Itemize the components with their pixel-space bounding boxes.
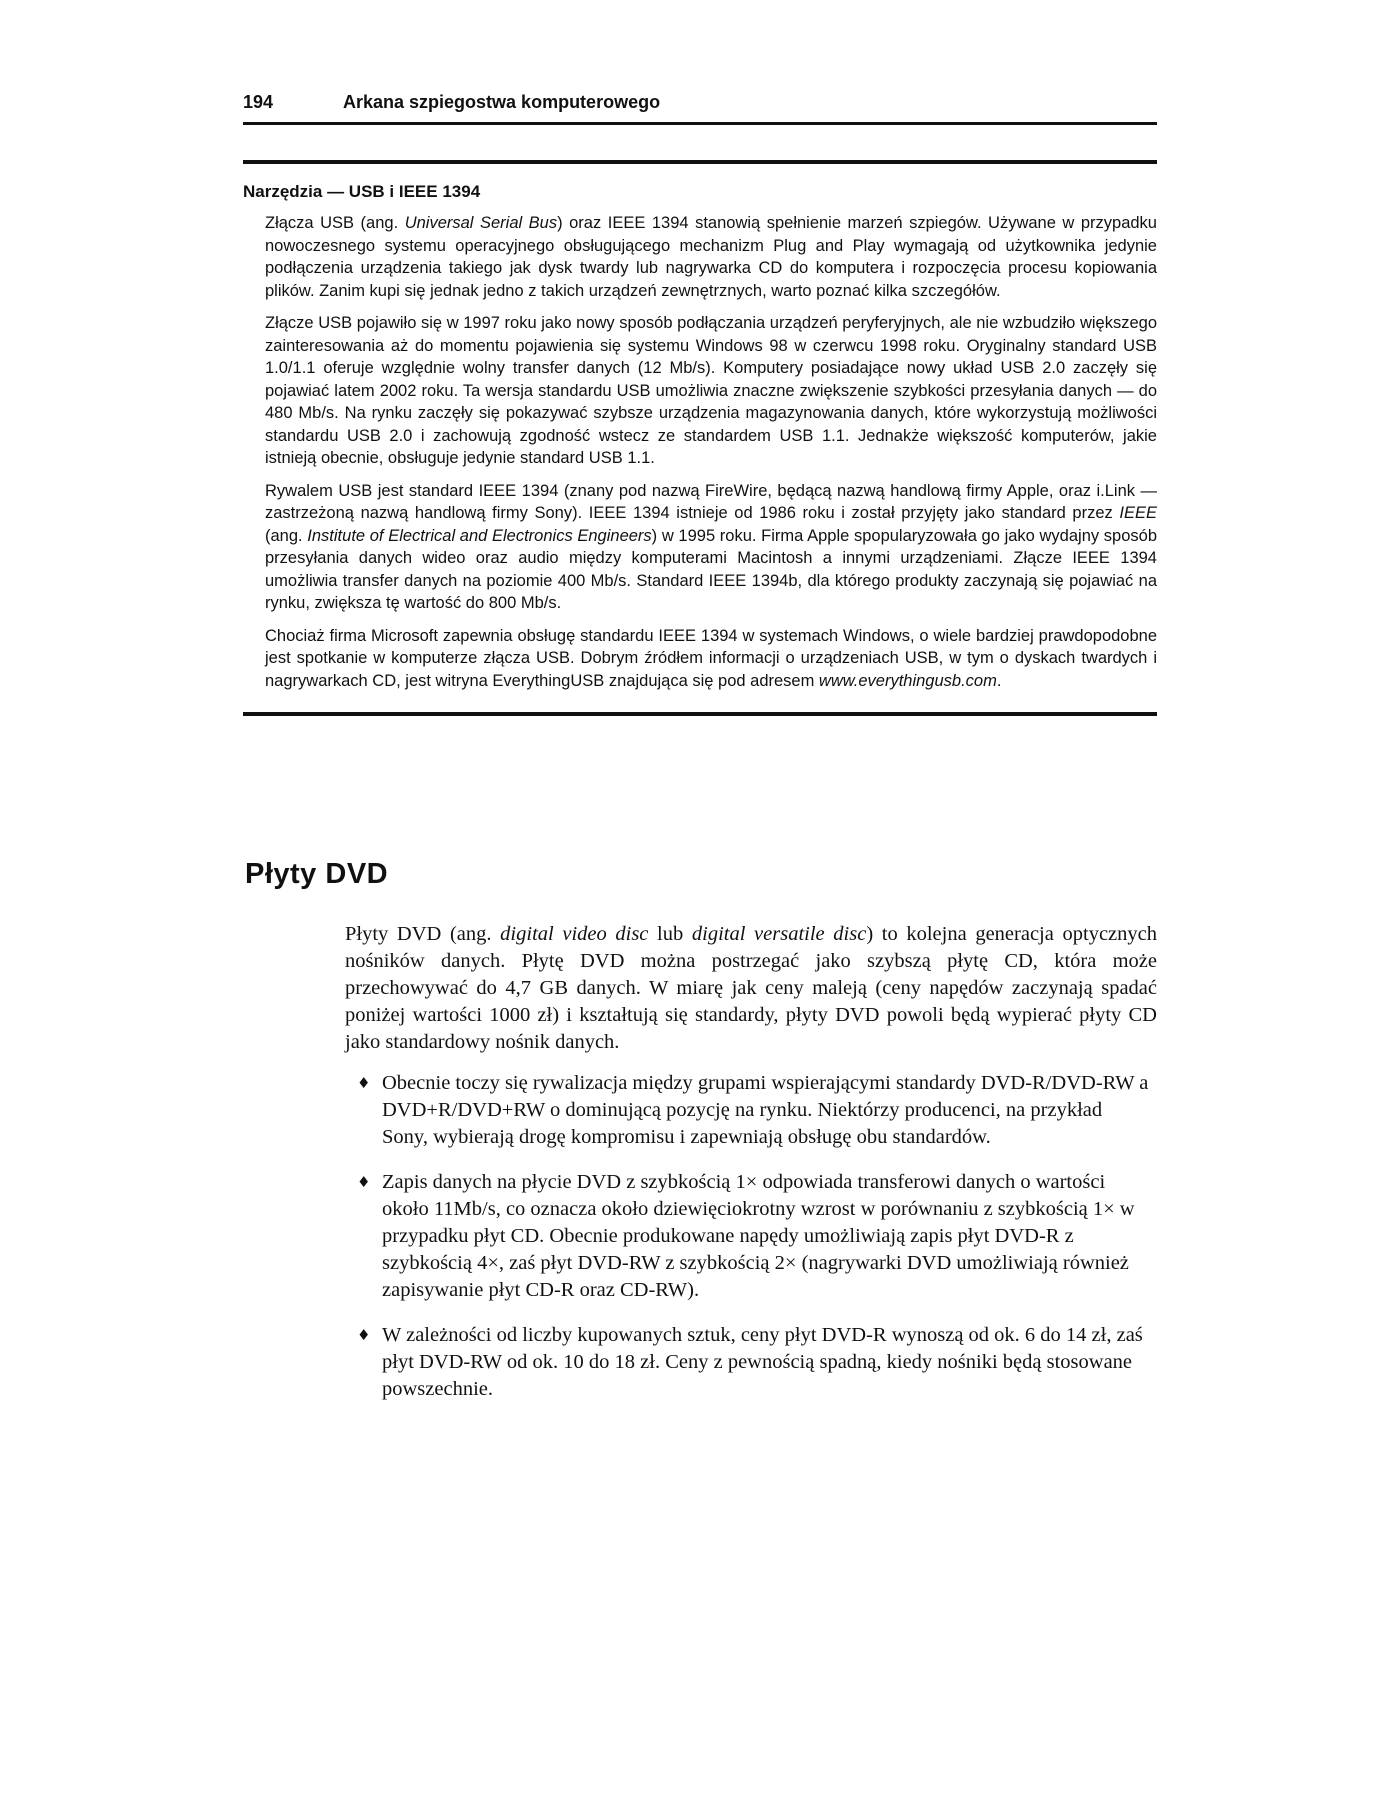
text-run: (ang. — [265, 526, 308, 545]
diamond-bullet-icon: ♦ — [357, 1074, 371, 1092]
emphasis-term: IEEE — [1119, 504, 1157, 522]
text-run: ) w 1995 roku. Firma Apple spopularyzowała go jako wydajny sposób przesyłania danych wideo oraz audio między komputerami Macintosh a innymi urządzeniami. Złącze IEEE 1394 umożliwia transfer danych na poziomie 400 Mb/s. Standard IEEE 1394b, dla którego produkty zaczynają się pojawiać na rynku, zwiększa tę wartość do 800 Mb/s. — [265, 526, 1158, 612]
text-run: . — [996, 671, 1002, 690]
page-number: 194 — [243, 92, 274, 112]
text-run: ) to kolejna generacja optycznych nośników danych. Płytę DVD można postrzegać jako szybszą płytę CD, która może przechowywać do 4,7 GB danych. W miarę jak ceny maleją (ceny napędów zaczynają spadać poniżej wartości 1000 zł) i kształtują się standardy, płyty DVD powoli będą wypierać płyty CD jako standardowy nośnik danych. — [345, 923, 1157, 1053]
section-heading: Płyty DVD — [245, 858, 389, 890]
text-run: ) oraz IEEE 1394 stanowią spełnienie marzeń szpiegów. Używane w przypadku nowoczesnego systemu operacyjnego obsługującego mechanizm Plug and Play wymagają od użytkownika jedynie podłączenia urządzenia takiego jak dysk twardy lub nagrywarka CD do komputera i rozpoczęcia procesu kopiowania plików. Zanim kupi się jednak jedno z takich urządzeń zewnętrznych, warto poznać kilka szczegółów. — [265, 214, 1157, 300]
emphasis-term: Institute of Electrical and Electronics Engineers — [307, 526, 652, 545]
intro-paragraph — [345, 921, 1157, 1056]
text-run: Płyty DVD (ang. — [345, 923, 501, 945]
diamond-bullet-icon: ♦ — [357, 1326, 371, 1344]
sidebar-paragraph-2: Złącze USB pojawiło się w 1997 roku jako nowy sposób podłączania urządzeń peryferyjnych, ale nie wzbudziło większego zainteresowania aż do momentu pojawienia się systemu Windows 98 w czerwcu 1998 roku. Oryginalny standard USB 1.0/1.1 oferuje względnie wolny transfer danych (12 Mb/s). Komputery posiadające nowy układ USB 2.0 zaczęły się pojawiać latem 2002 roku. Ta wersja standardu USB umożliwia znaczne zwiększenie szybkości przesyłania danych — do 480 Mb/s. Na rynku zaczęły się pokazywać szybsze urządzenia magazynowania danych, które wykorzystują możliwości standardu USB 2.0 i zachowują zgodność wstecz ze standardem USB 1.1. Jednakże większość komputerów, jakie istnieją obecnie, obsługuje jedynie standard USB 1.1. — [265, 314, 1157, 467]
emphasis-term: Universal Serial Bus — [404, 214, 558, 232]
running-header — [243, 90, 1157, 125]
sidebar-body — [265, 212, 1157, 692]
book-title: Arkana szpiegostwa komputerowego — [343, 92, 661, 112]
text-run: lub — [648, 923, 692, 945]
sidebar-paragraph-3 — [265, 480, 1157, 615]
list-item — [345, 1322, 1152, 1403]
list-item-text: Zapis danych na płycie DVD z szybkością 1× odpowiada transferowi danych o wartości około 11Mb/s, co oznacza około dziewięciokrotny wzrost w porównaniu z szybkością 1× w przypadku płyt CD. Obecnie produkowane napędy umożliwiają zapis płyt DVD-R z szybkością 4×, zaś płyt DVD-RW z szybkością 2× (nagrywarki DVD umożliwiają również zapisywanie płyt CD-R oraz CD-RW). — [382, 1171, 1135, 1301]
emphasis-term: digital video disc — [500, 923, 649, 945]
sidebar-box — [243, 160, 1157, 716]
text-run: Złącza USB (ang. — [265, 214, 405, 232]
sidebar-paragraph-1 — [265, 212, 1157, 302]
diamond-bullet-icon: ♦ — [357, 1173, 371, 1191]
bullet-list — [345, 1070, 1157, 1403]
list-item-text: Obecnie toczy się rywalizacja między grupami wspierającymi standardy DVD-R/DVD-RW a DVD+R/DVD+RW o dominującą pozycję na rynku. Niektórzy producenci, na przykład Sony, wybierają drogę kompromisu i zapewniają obsługę obu standardów. — [382, 1072, 1149, 1148]
emphasis-term: digital versatile disc — [691, 923, 867, 945]
sidebar-title: Narzędzia — USB i IEEE 1394 — [243, 182, 481, 201]
section-body — [345, 921, 1157, 1421]
website-link: www.everythingusb.com — [818, 671, 997, 690]
list-item — [345, 1070, 1152, 1151]
sidebar-paragraph-4 — [265, 625, 1157, 693]
list-item-text: W zależności od liczby kupowanych sztuk, ceny płyt DVD-R wynoszą od ok. 6 do 14 zł, zaś płyt DVD-RW od ok. 10 do 18 zł. Ceny z pewnością spadną, kiedy nośniki będą stosowane powszechnie. — [382, 1324, 1143, 1400]
list-item — [345, 1169, 1152, 1304]
text-run: Chociaż firma Microsoft zapewnia obsługę standardu IEEE 1394 w systemach Windows, o wiele bardziej prawdopodobne jest spotkanie w komputerze złącza USB. Dobrym źródłem informacji o urządzeniach USB, w tym o dyskach twardych i nagrywarkach CD, jest witryna EverythingUSB znajdująca się pod adresem — [265, 626, 1157, 690]
text-run: Rywalem USB jest standard IEEE 1394 (znany pod nazwą FireWire, będącą nazwą handlową firmy Apple, oraz i.Link — zastrzeżoną nazwą handlową firmy Sony). IEEE 1394 istnieje od 1986 roku i został przyjęty jako standard przez — [265, 481, 1157, 522]
